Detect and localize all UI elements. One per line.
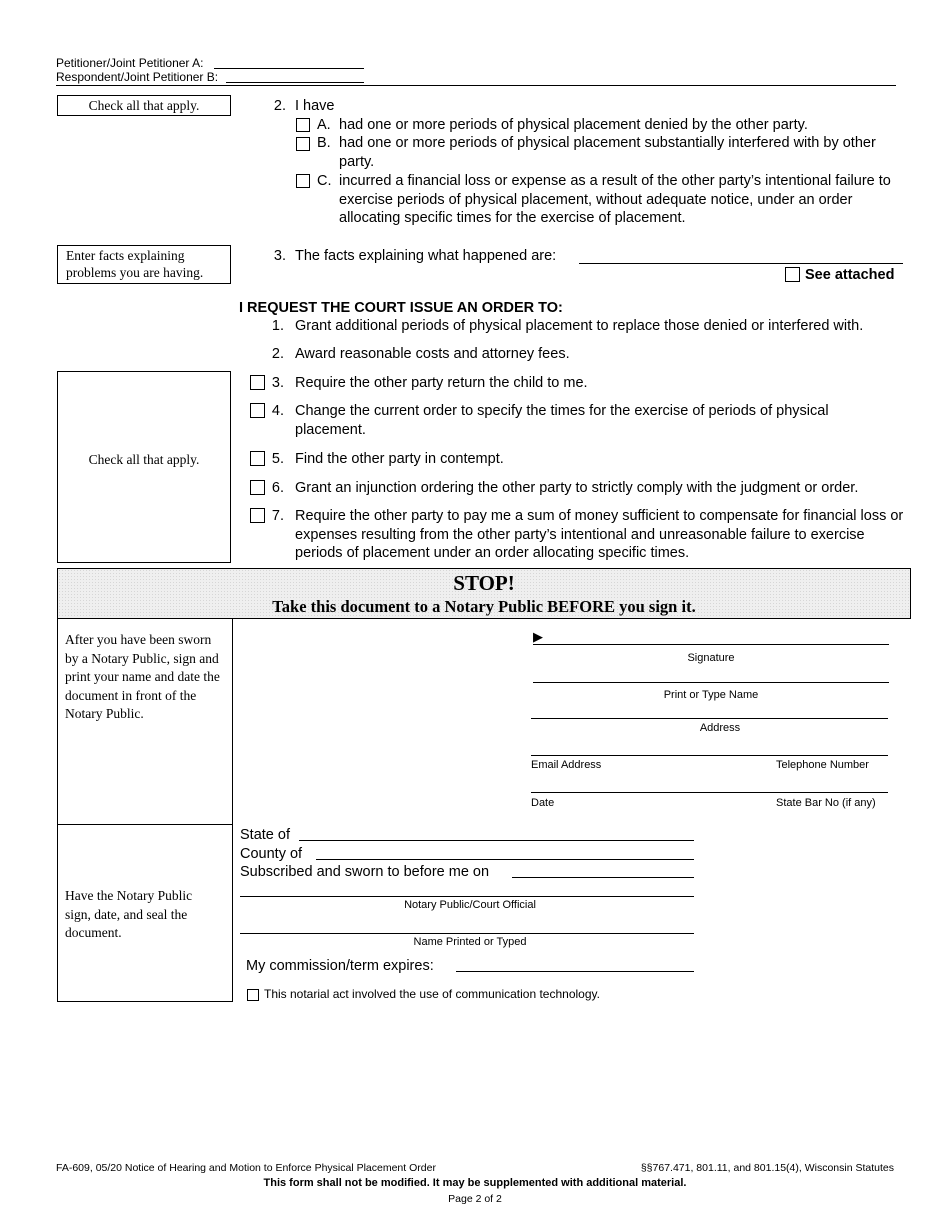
see-attached-label: See attached (805, 267, 895, 283)
form-id: FA-609, 05/20 Notice of Hearing and Motion to Enforce Physical Placement Order (56, 1162, 436, 1174)
facts-label: The facts explaining what happened are: (295, 248, 557, 264)
email-label: Email Address (531, 759, 602, 771)
communication-tech-label: This notarial act involved the use of communication technology. (264, 987, 600, 1001)
request-text-6: Grant an injunction ordering the other party to strictly comply with the judgment or order. (295, 480, 859, 496)
name-label: Print or Type Name (663, 689, 759, 701)
option-a-checkbox[interactable] (296, 118, 310, 137)
request-num-3: 3. (271, 375, 284, 391)
request-text-2: Award reasonable costs and attorney fees. (295, 346, 570, 362)
respondent-label: Respondent/Joint Petitioner B: (56, 70, 219, 84)
option-a-text: had one or more periods of physical placement denied by the other party. (339, 117, 808, 133)
page-number: Page 2 of 2 (448, 1193, 502, 1205)
petitioner-label: Petitioner/Joint Petitioner A: (56, 56, 204, 70)
notary-instructions: Have the Notary Public sign, date, and seal the document. (65, 888, 193, 940)
county-field[interactable] (316, 859, 694, 860)
communication-tech-checkbox[interactable] (247, 988, 259, 1006)
email-phone-field[interactable] (531, 755, 888, 756)
signature-instructions: After you have been sworn by a Notary Public, sign and print your name and date the document in front of the Notary Public. (65, 632, 220, 721)
notary-signature-field[interactable] (240, 896, 694, 897)
request-text-4: Change the current order to specify the times for the exercise of periods of physical placement. (295, 403, 829, 438)
county-label: County of (240, 846, 303, 862)
signature-label: Signature (687, 652, 735, 664)
state-field[interactable] (299, 840, 694, 841)
request-num-2: 2. (271, 346, 284, 362)
subscribed-date-field[interactable] (512, 877, 694, 878)
notary-name-field[interactable] (240, 933, 694, 934)
request-6-checkbox[interactable] (250, 480, 265, 500)
facts-field[interactable] (579, 263, 903, 264)
side-label-check-all: Check all that apply. (57, 95, 231, 116)
phone-label: Telephone Number (776, 759, 869, 771)
petitioner-field[interactable] (214, 68, 364, 69)
notary-printed-label: Name Printed or Typed (413, 936, 527, 948)
address-field[interactable] (531, 718, 888, 719)
modification-notice: This form shall not be modified. It may be supplemented with additional material. (263, 1177, 687, 1189)
option-c-checkbox[interactable] (296, 174, 310, 193)
request-num-5: 5. (271, 451, 284, 467)
request-7-checkbox[interactable] (250, 508, 265, 528)
stop-subtitle: Take this document to a Notary Public BEFORE you sign it. (272, 597, 696, 616)
see-attached-checkbox[interactable] (785, 267, 800, 287)
header-rule (56, 85, 896, 86)
item-number: 2. (273, 98, 286, 114)
request-text-1: Grant additional periods of physical placement to replace those denied or interfered with. (295, 318, 864, 334)
request-text-7: Require the other party to pay me a sum of money sufficient to compensate for financial loss or expenses resulting from the other party’s intentional and unreasonable failure to exercise periods of placement under an order allocating specific times. (295, 508, 904, 561)
option-a-letter: A. (317, 117, 331, 133)
state-label: State of (240, 827, 290, 843)
option-c-text: incurred a financial loss or expense as a result of the other party’s intentional failure to exercise periods of physical placement, without adequate notice, under an order allocating specific times for the exercise of placement. (339, 173, 891, 226)
address-label: Address (699, 722, 741, 734)
subscribed-label: Subscribed and sworn to before me on (240, 864, 490, 880)
notary-official-label: Notary Public/Court Official (404, 899, 536, 911)
i-have-text: I have (295, 98, 335, 114)
side-label-facts: Enter facts explaining problems you are having. (57, 245, 231, 284)
left-column-divider (57, 824, 233, 825)
bar-number-label: State Bar No (if any) (776, 797, 876, 809)
commission-label: My commission/term expires: (246, 958, 434, 974)
request-3-checkbox[interactable] (250, 375, 265, 395)
side-label-box (57, 371, 231, 563)
request-num-1: 1. (271, 318, 284, 334)
respondent-field[interactable] (226, 82, 364, 83)
option-b-checkbox[interactable] (296, 137, 310, 156)
date-label: Date (531, 797, 555, 809)
commission-field[interactable] (456, 971, 694, 972)
stop-banner (57, 568, 911, 619)
request-num-7: 7. (271, 508, 284, 524)
side-label-check-all: Check all that apply. (88, 452, 200, 467)
statutes: §§767.471, 801.11, and 801.15(4), Wisconsin Statutes (640, 1162, 894, 1174)
item-number: 3. (273, 248, 286, 264)
request-text-3: Require the other party return the child to me. (295, 375, 588, 391)
request-text-5: Find the other party in contempt. (295, 451, 504, 467)
option-c-letter: C. (317, 173, 332, 189)
option-b-letter: B. (317, 135, 331, 151)
request-heading: I REQUEST THE COURT ISSUE AN ORDER TO: (239, 300, 563, 316)
date-bar-field[interactable] (531, 792, 888, 793)
request-5-checkbox[interactable] (250, 451, 265, 471)
request-num-6: 6. (271, 480, 284, 496)
request-num-4: 4. (271, 403, 284, 419)
name-field[interactable] (533, 682, 889, 683)
stop-title: STOP! (453, 571, 515, 595)
arrow-icon: ▶ (533, 629, 543, 644)
signature-field[interactable] (533, 644, 889, 645)
option-b-text: had one or more periods of physical placement substantially interfered with by other party. (339, 135, 876, 170)
request-4-checkbox[interactable] (250, 403, 265, 423)
